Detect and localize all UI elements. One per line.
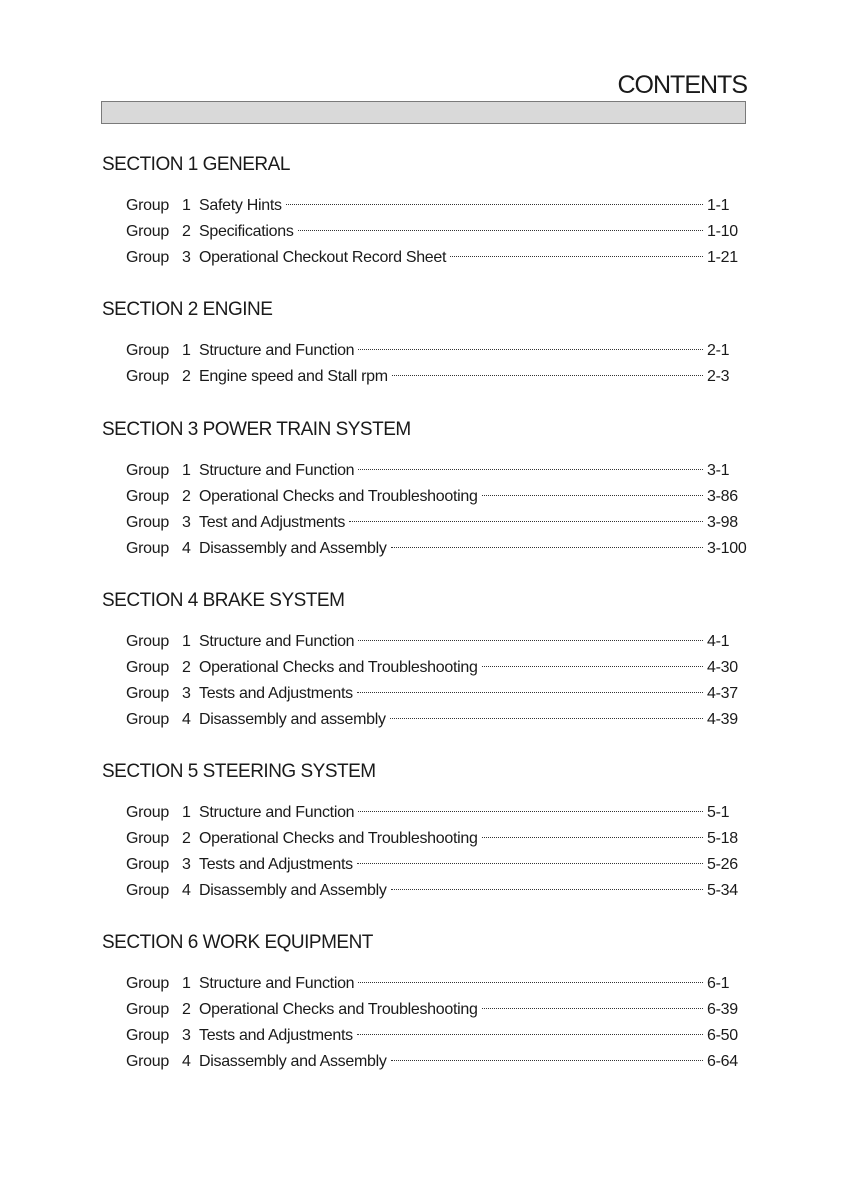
- entry-page-number: 6-1: [707, 975, 730, 992]
- toc-entry[interactable]: [102, 655, 747, 681]
- entry-group-label: Group: [126, 804, 169, 821]
- entry-group-label: Group: [126, 856, 169, 873]
- dot-leader: [482, 837, 703, 838]
- entry-title: Disassembly and Assembly: [199, 540, 387, 557]
- entry-group-number: 3: [182, 249, 191, 266]
- toc-entry[interactable]: [102, 510, 747, 536]
- entry-title: Structure and Function: [199, 633, 355, 650]
- entry-group-number: 2: [182, 659, 191, 676]
- entry-group-label: Group: [126, 633, 169, 650]
- entry-page-number: 3-100: [707, 540, 747, 557]
- toc-section: [102, 759, 747, 904]
- entry-group-label: Group: [126, 975, 169, 992]
- toc-entry[interactable]: [102, 826, 747, 852]
- toc-section: [102, 588, 747, 733]
- entry-group-label: Group: [126, 685, 169, 702]
- entry-page-number: 3-98: [707, 514, 738, 531]
- entry-group-number: 4: [182, 882, 191, 899]
- entry-group-label: Group: [126, 223, 169, 240]
- toc-entry[interactable]: [102, 219, 747, 245]
- entry-title: Operational Checks and Troubleshooting: [199, 1001, 478, 1018]
- dot-leader: [357, 1034, 703, 1035]
- toc-entry[interactable]: [102, 458, 747, 484]
- entry-title: Engine speed and Stall rpm: [199, 368, 388, 385]
- entry-group-label: Group: [126, 462, 169, 479]
- dot-leader: [482, 666, 703, 667]
- toc-entry[interactable]: [102, 971, 747, 997]
- entry-group-number: 2: [182, 223, 191, 240]
- entry-group-number: 3: [182, 685, 191, 702]
- section-heading: SECTION 5 STEERING SYSTEM: [102, 761, 376, 782]
- entry-group-number: 1: [182, 197, 191, 214]
- toc-entry[interactable]: [102, 1023, 747, 1049]
- entry-page-number: 1-10: [707, 223, 738, 240]
- dot-leader: [357, 863, 703, 864]
- entry-group-number: 1: [182, 633, 191, 650]
- dot-leader: [482, 495, 703, 496]
- entry-group-label: Group: [126, 711, 169, 728]
- toc-entry[interactable]: [102, 852, 747, 878]
- toc-entry[interactable]: [102, 364, 747, 390]
- entry-page-number: 2-3: [707, 368, 730, 385]
- entry-title: Operational Checks and Troubleshooting: [199, 488, 478, 505]
- dot-leader: [450, 256, 703, 257]
- entry-page-number: 3-1: [707, 462, 730, 479]
- entry-group-number: 1: [182, 342, 191, 359]
- toc-entry[interactable]: [102, 707, 747, 733]
- entry-title: Disassembly and Assembly: [199, 1053, 387, 1070]
- dot-leader: [358, 349, 703, 350]
- dot-leader: [286, 204, 703, 205]
- entry-group-number: 3: [182, 514, 191, 531]
- entry-title: Operational Checks and Troubleshooting: [199, 659, 478, 676]
- dot-leader: [298, 230, 703, 231]
- toc-entry[interactable]: [102, 1049, 747, 1075]
- entry-title: Tests and Adjustments: [199, 685, 353, 702]
- entry-title: Operational Checks and Troubleshooting: [199, 830, 478, 847]
- entry-page-number: 3-86: [707, 488, 738, 505]
- dot-leader: [390, 718, 703, 719]
- entry-page-number: 4-39: [707, 711, 738, 728]
- entry-group-label: Group: [126, 514, 169, 531]
- entry-title: Tests and Adjustments: [199, 856, 353, 873]
- toc-section: [102, 417, 747, 562]
- entry-group-label: Group: [126, 488, 169, 505]
- entry-title: Operational Checkout Record Sheet: [199, 249, 447, 266]
- toc-entry[interactable]: [102, 536, 747, 562]
- entry-page-number: 4-1: [707, 633, 730, 650]
- entry-title: Specifications: [199, 223, 294, 240]
- entry-title: Disassembly and Assembly: [199, 882, 387, 899]
- entry-page-number: 5-1: [707, 804, 730, 821]
- dot-leader: [358, 811, 703, 812]
- dot-leader: [391, 889, 703, 890]
- entry-group-number: 1: [182, 462, 191, 479]
- toc-section: [102, 297, 747, 390]
- entry-title: Structure and Function: [199, 975, 355, 992]
- entry-group-label: Group: [126, 882, 169, 899]
- entry-group-number: 4: [182, 540, 191, 557]
- entry-group-number: 4: [182, 711, 191, 728]
- toc-entry[interactable]: [102, 878, 747, 904]
- entry-group-label: Group: [126, 197, 169, 214]
- entry-group-label: Group: [126, 830, 169, 847]
- entry-page-number: 4-37: [707, 685, 738, 702]
- dot-leader: [391, 1060, 703, 1061]
- toc-entry[interactable]: [102, 997, 747, 1023]
- entry-group-label: Group: [126, 540, 169, 557]
- entry-page-number: 5-34: [707, 882, 738, 899]
- toc-entry[interactable]: [102, 800, 747, 826]
- entry-group-number: 4: [182, 1053, 191, 1070]
- entry-page-number: 4-30: [707, 659, 738, 676]
- page-title: CONTENTS: [617, 71, 747, 99]
- entry-group-number: 3: [182, 1027, 191, 1044]
- entry-group-label: Group: [126, 249, 169, 266]
- section-heading: SECTION 2 ENGINE: [102, 299, 273, 320]
- dot-leader: [358, 469, 703, 470]
- entry-page-number: 6-64: [707, 1053, 738, 1070]
- entry-group-number: 2: [182, 368, 191, 385]
- entry-page-number: 1-1: [707, 197, 730, 214]
- entry-title: Safety Hints: [199, 197, 282, 214]
- section-heading: SECTION 6 WORK EQUIPMENT: [102, 932, 373, 953]
- toc-section: [102, 930, 747, 1075]
- dot-leader: [392, 375, 703, 376]
- entry-page-number: 5-26: [707, 856, 738, 873]
- entry-group-label: Group: [126, 1053, 169, 1070]
- entry-group-number: 3: [182, 856, 191, 873]
- dot-leader: [391, 547, 703, 548]
- entry-group-number: 2: [182, 1001, 191, 1018]
- dot-leader: [349, 521, 703, 522]
- dot-leader: [357, 692, 703, 693]
- entry-title: Structure and Function: [199, 342, 355, 359]
- entry-page-number: 2-1: [707, 342, 730, 359]
- section-heading: SECTION 4 BRAKE SYSTEM: [102, 590, 345, 611]
- toc-entry[interactable]: [102, 193, 747, 219]
- entry-group-number: 1: [182, 975, 191, 992]
- section-heading: SECTION 1 GENERAL: [102, 154, 290, 175]
- entry-page-number: 5-18: [707, 830, 738, 847]
- entry-page-number: 1-21: [707, 249, 738, 266]
- section-heading: SECTION 3 POWER TRAIN SYSTEM: [102, 419, 411, 440]
- toc-entry[interactable]: [102, 629, 747, 655]
- entry-title: Disassembly and assembly: [199, 711, 386, 728]
- entry-group-label: Group: [126, 368, 169, 385]
- dot-leader: [358, 640, 703, 641]
- toc-section: [102, 152, 747, 271]
- entry-page-number: 6-50: [707, 1027, 738, 1044]
- entry-page-number: 6-39: [707, 1001, 738, 1018]
- entry-group-label: Group: [126, 342, 169, 359]
- entry-group-label: Group: [126, 659, 169, 676]
- entry-group-number: 2: [182, 488, 191, 505]
- toc-entry[interactable]: [102, 484, 747, 510]
- toc-entry[interactable]: [102, 681, 747, 707]
- entry-title: Structure and Function: [199, 804, 355, 821]
- title-bar: [101, 101, 746, 124]
- entry-title: Tests and Adjustments: [199, 1027, 353, 1044]
- entry-group-label: Group: [126, 1001, 169, 1018]
- toc-entry[interactable]: [102, 338, 747, 364]
- entry-title: Test and Adjustments: [199, 514, 346, 531]
- entry-title: Structure and Function: [199, 462, 355, 479]
- entry-group-number: 2: [182, 830, 191, 847]
- dot-leader: [358, 982, 703, 983]
- dot-leader: [482, 1008, 703, 1009]
- toc-entry[interactable]: [102, 245, 747, 271]
- entry-group-number: 1: [182, 804, 191, 821]
- entry-group-label: Group: [126, 1027, 169, 1044]
